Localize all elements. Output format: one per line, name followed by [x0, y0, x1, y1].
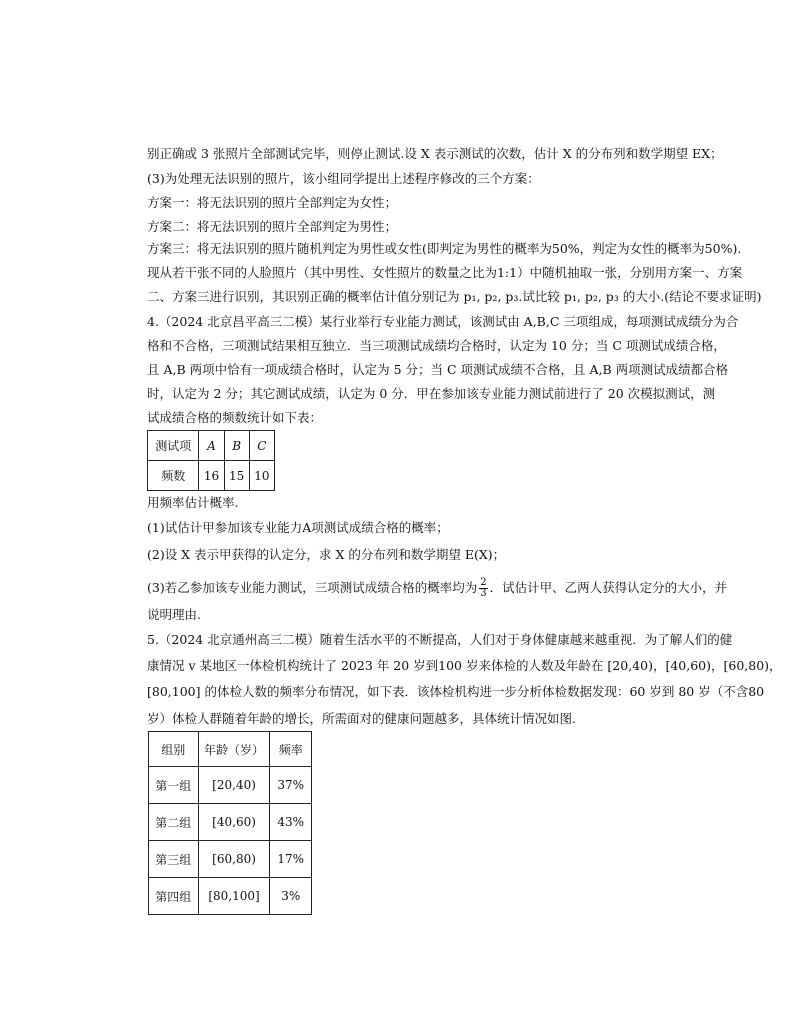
table-cell: [40,60)	[198, 804, 270, 841]
fraction-numerator: 2	[480, 577, 487, 588]
text-line: 格和不合格，三项测试结果相互独立．当三项测试成绩均合格时，认定为 10 分；当 C 项测试成绩合格，	[147, 338, 726, 353]
table-cell: [20,40)	[198, 767, 270, 804]
text-line: 别正确或 3 张照片全部测试完毕，则停止测试.设 X 表示测试的次数，估计 X 的分布列和数学期望 EX；	[147, 146, 723, 161]
text-line: (1)试估计甲参加该专业能力A项测试成绩合格的概率；	[147, 520, 449, 535]
question-3-line	[147, 577, 728, 599]
text-line: 说明理由.	[147, 607, 201, 622]
text-line: 4.（2024 北京昌平高三二模）某行业举行专业能力测试，该测试由 A,B,C 三项组成，每项测试成绩分为合	[147, 314, 739, 329]
table-cell: 第二组	[149, 804, 199, 841]
text-line: 现从若干张不同的人脸照片（其中男性、女性照片的数量之比为1:1）中随机抽取一张，分别用方案一、方案	[147, 265, 743, 280]
fraction	[479, 578, 487, 599]
fraction-denominator: 3	[480, 588, 487, 599]
table-cell: 第三组	[149, 841, 199, 878]
table-header: 年龄（岁）	[198, 732, 270, 767]
table-header: B	[224, 431, 249, 461]
text-line: 用频率估计概率.	[147, 495, 239, 510]
text-line: (3)为处理无法识别的照片，该小组同学提出上述程序修改的三个方案：	[147, 171, 540, 186]
text-line: 岁）体检人群随着年龄的增长，所需面对的健康问题越多，具体统计情况如图.	[147, 711, 576, 726]
table-row-label: 频数	[148, 461, 199, 491]
table-cell: 第四组	[149, 878, 199, 915]
text-line: 5.（2024 北京通州高三二模）随着生活水平的不断提高，人们对于身体健康越来越重视．为了解人们的健	[147, 632, 733, 647]
text-line: 方案一：将无法识别的照片全部判定为女性；	[147, 195, 398, 210]
age-frequency-table	[148, 731, 312, 915]
table-cell: 43%	[270, 804, 312, 841]
table-header: A	[199, 431, 224, 461]
text-line: [80,100] 的体检人数的频率分布情况，如下表．该体检机构进一步分析体检数据发现：60 岁到 80 岁（不含80	[147, 684, 765, 699]
text-line: 康情况 v 某地区一体检机构统计了 2023 年 20 岁到100 岁来体检的人数及年龄在 [20,40)，[40,60)，[60,80)，	[147, 658, 782, 673]
text-line: 方案二：将无法识别的照片全部判定为男性；	[147, 219, 398, 234]
table-cell: 第一组	[149, 767, 199, 804]
table-header: 频率	[270, 732, 312, 767]
table-header: 组别	[149, 732, 199, 767]
table-cell: 15	[224, 461, 249, 491]
table-cell: 37%	[270, 767, 312, 804]
text-line: 且 A,B 两项中恰有一项成绩合格时，认定为 5 分；当 C 项测试成绩不合格，且 A,B 两项测试成绩都合格	[147, 362, 729, 377]
text-line: 试成绩合格的频数统计如下表：	[147, 410, 323, 425]
table-header: 测试项	[148, 431, 199, 461]
table-cell: [60,80)	[198, 841, 270, 878]
frequency-table	[147, 430, 275, 491]
table-cell: 16	[199, 461, 224, 491]
text-line: 二、方案三进行识别，其识别正确的概率估计值分别记为 p₁, p₂, p₃.试比较 p₁, p₂, p₃ 的大小.(结论不要求证明)	[147, 289, 762, 304]
table-cell: 17%	[270, 841, 312, 878]
q3-text-before: (3)若乙参加该专业能力测试，三项测试成绩合格的概率均为	[147, 580, 478, 595]
text-line: 时，认定为 2 分；其它测试成绩，认定为 0 分．甲在参加该专业能力测试前进行了 20 次模拟测试，测	[147, 386, 716, 401]
table-cell: 10	[249, 461, 274, 491]
table-cell: [80,100]	[198, 878, 270, 915]
table-header: C	[249, 431, 274, 461]
text-line: 方案三：将无法识别的照片随机判定为男性或女性(即判定为男性的概率为50%，判定为女性的概率为50%).	[147, 241, 742, 256]
text-line: (2)设 X 表示甲获得的认定分，求 X 的分布列和数学期望 E(X)；	[147, 547, 506, 562]
table-cell: 3%	[270, 878, 312, 915]
q3-text-after: ．试估计甲、乙两人获得认定分的大小，并	[489, 580, 728, 595]
